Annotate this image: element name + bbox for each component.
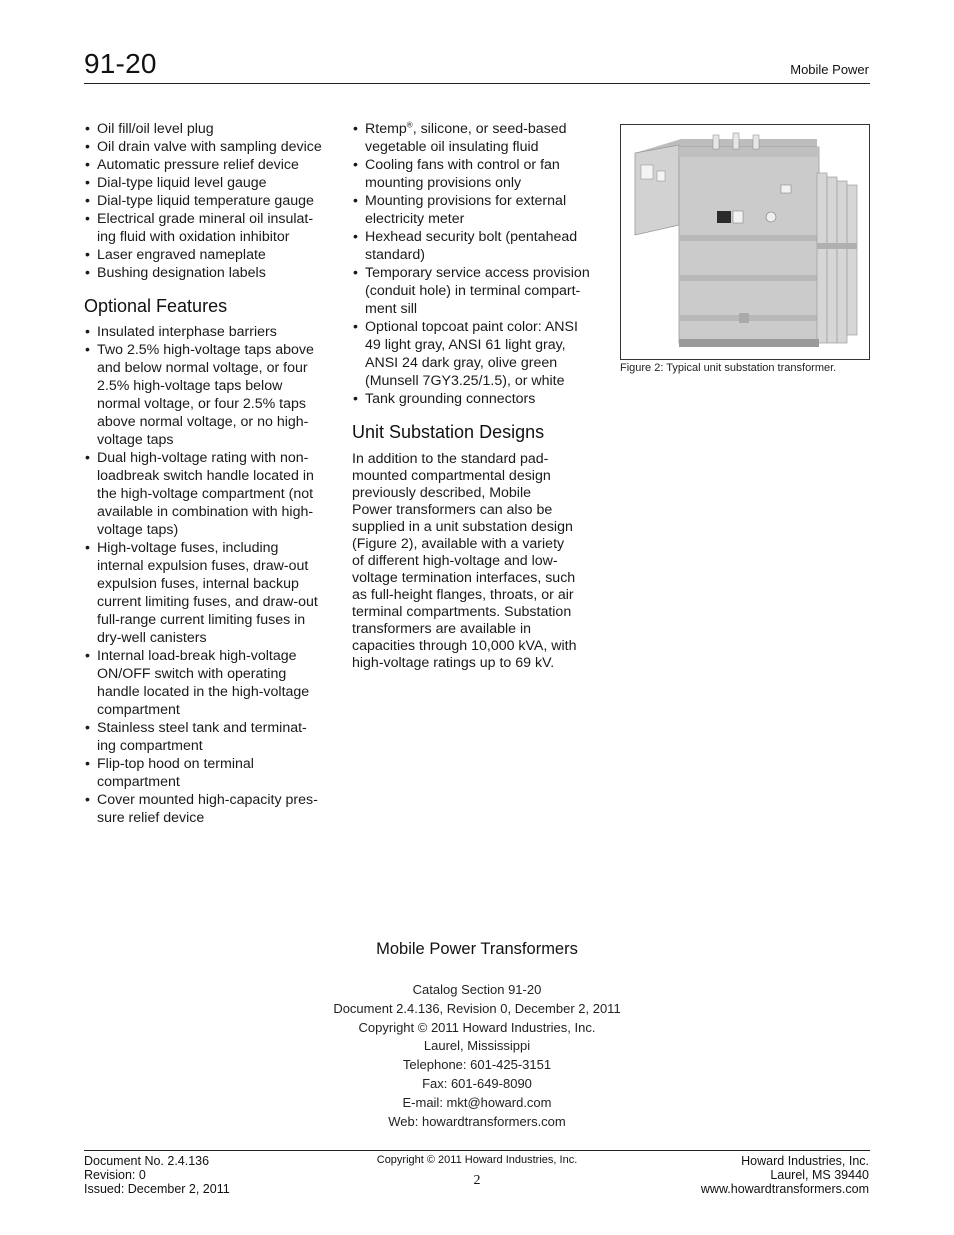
- list-item: • Cooling fans with control or fan mounting provisions only: [352, 156, 612, 192]
- figure-label: Figure 2: [620, 362, 661, 374]
- document-revision: Document 2.4.136, Revision 0, December 2, 2011: [333, 1000, 621, 1016]
- location-line: Laurel, Mississippi: [423, 1038, 531, 1054]
- list-item: [352, 120, 612, 156]
- list-item: • Oil fill/oil level plug: [84, 120, 339, 138]
- list-item: • Internal load-break high-voltage ON/OFF switch with operating handle located in the high-voltage compartment: [84, 647, 339, 719]
- footer-website: www.howardtransformers.com: [700, 1182, 869, 1197]
- list-item: • Mounting provisions for external electricity meter: [352, 192, 612, 228]
- list-item: • Bushing designation labels: [84, 264, 339, 282]
- list-item: • Dual high-voltage rating with non- loadbreak switch handle located in the high-voltage compartment (not available in combination with high- voltage taps): [84, 449, 339, 539]
- list-item: • Flip-top hood on terminal compartment: [84, 755, 339, 791]
- optional-features-list: [84, 323, 339, 827]
- contact-panel-title: Mobile Power Transformers: [376, 940, 578, 958]
- list-item: • Two 2.5% high-voltage taps above and below normal voltage, or four 2.5% high-voltage taps below normal voltage, or four 2.5% taps above normal voltage, or no high- voltage taps: [84, 341, 339, 449]
- registered-mark: ®: [406, 120, 413, 130]
- standard-features-list: [84, 120, 339, 282]
- contact-panel: [0, 981, 954, 1131]
- unit-substation-paragraph: In addition to the standard pad- mounted compartmental design previously described, Mobile Power transformers can also be supplied in a unit substation design (Figure 2), available with a variety of different high-voltage and low- voltage termination interfaces, such as full-height flanges, throats, or air terminal compartments. Substation transformers are available in capacities through 10,000 kVA, with high-voltage ratings up to 69 kV.: [352, 451, 577, 671]
- list-item: • Laser engraved nameplate: [84, 246, 339, 264]
- copyright-line: Copyright © 2011 Howard Industries, Inc.: [358, 1019, 596, 1035]
- unit-substation-heading: Unit Substation Designs: [352, 422, 545, 442]
- list-item: • Tank grounding connectors: [352, 390, 612, 408]
- footer-company-name: Howard Industries, Inc.: [741, 1154, 869, 1168]
- catalog-section: Catalog Section 91-20: [412, 982, 542, 997]
- email-line: E-mail: mkt@howard.com: [402, 1094, 552, 1110]
- figure-2-frame: [620, 124, 870, 360]
- page-number: 2: [473, 1173, 481, 1188]
- column-left: [84, 120, 339, 827]
- list-item: • Automatic pressure relief device: [84, 156, 339, 174]
- rtemp-label: Rtemp: [365, 121, 407, 137]
- page-section-number: 91-20: [84, 48, 157, 79]
- list-item: • Cover mounted high-capacity pres- sure relief device: [84, 791, 339, 827]
- column-middle: [352, 120, 612, 672]
- figure-caption: [620, 362, 836, 374]
- header-product-line: Mobile Power: [790, 62, 869, 77]
- list-item: • Oil drain valve with sampling device: [84, 138, 339, 156]
- header-divider: [84, 83, 870, 84]
- footer-issued-date: Issued: December 2, 2011: [84, 1182, 230, 1197]
- list-item: • Dial-type liquid level gauge: [84, 174, 339, 192]
- fax-line: Fax: 601-649-8090: [422, 1075, 532, 1091]
- footer-revision: Revision: 0: [84, 1168, 146, 1183]
- web-line: Web: howardtransformers.com: [388, 1113, 566, 1129]
- footer-city: Laurel, MS 39440: [770, 1168, 869, 1183]
- footer-company-info: [701, 1154, 869, 1197]
- footer-doc-number: Document No. 2.4.136: [84, 1154, 210, 1168]
- optional-features-heading: Optional Features: [84, 296, 228, 316]
- footer-copyright: Copyright © 2011 Howard Industries, Inc.: [376, 1154, 578, 1166]
- figure-caption-text: : Typical unit substation transformer.: [660, 362, 837, 374]
- telephone-line: Telephone: 601-425-3151: [402, 1057, 552, 1073]
- list-item: • Stainless steel tank and terminat- ing compartment: [84, 719, 339, 755]
- list-item: • Dial-type liquid temperature gauge: [84, 192, 339, 210]
- list-item: • High-voltage fuses, including internal expulsion fuses, draw-out expulsion fuses, internal backup current limiting fuses, and draw-out full-range current limiting fuses in dry-well canisters: [84, 539, 339, 647]
- insulating-fluid-features-list: [352, 120, 612, 408]
- list-item: • Hexhead security bolt (pentahead standard): [352, 228, 612, 264]
- list-item: • Temporary service access provision (conduit hole) in terminal compart- ment sill: [352, 264, 612, 318]
- footer-divider: [84, 1150, 870, 1151]
- list-item: • Insulated interphase barriers: [84, 323, 339, 341]
- rtemp-description: , silicone, or seed-based vegetable oil insulating fluid: [365, 121, 567, 155]
- list-item: • Electrical grade mineral oil insulat- ing fluid with oxidation inhibitor: [84, 210, 339, 246]
- transformer-image: [621, 125, 869, 359]
- list-item: • Optional topcoat paint color: ANSI 49 light gray, ANSI 61 light gray, ANSI 24 dark gray, olive green (Munsell 7GY3.25/1.5), or white: [352, 318, 612, 390]
